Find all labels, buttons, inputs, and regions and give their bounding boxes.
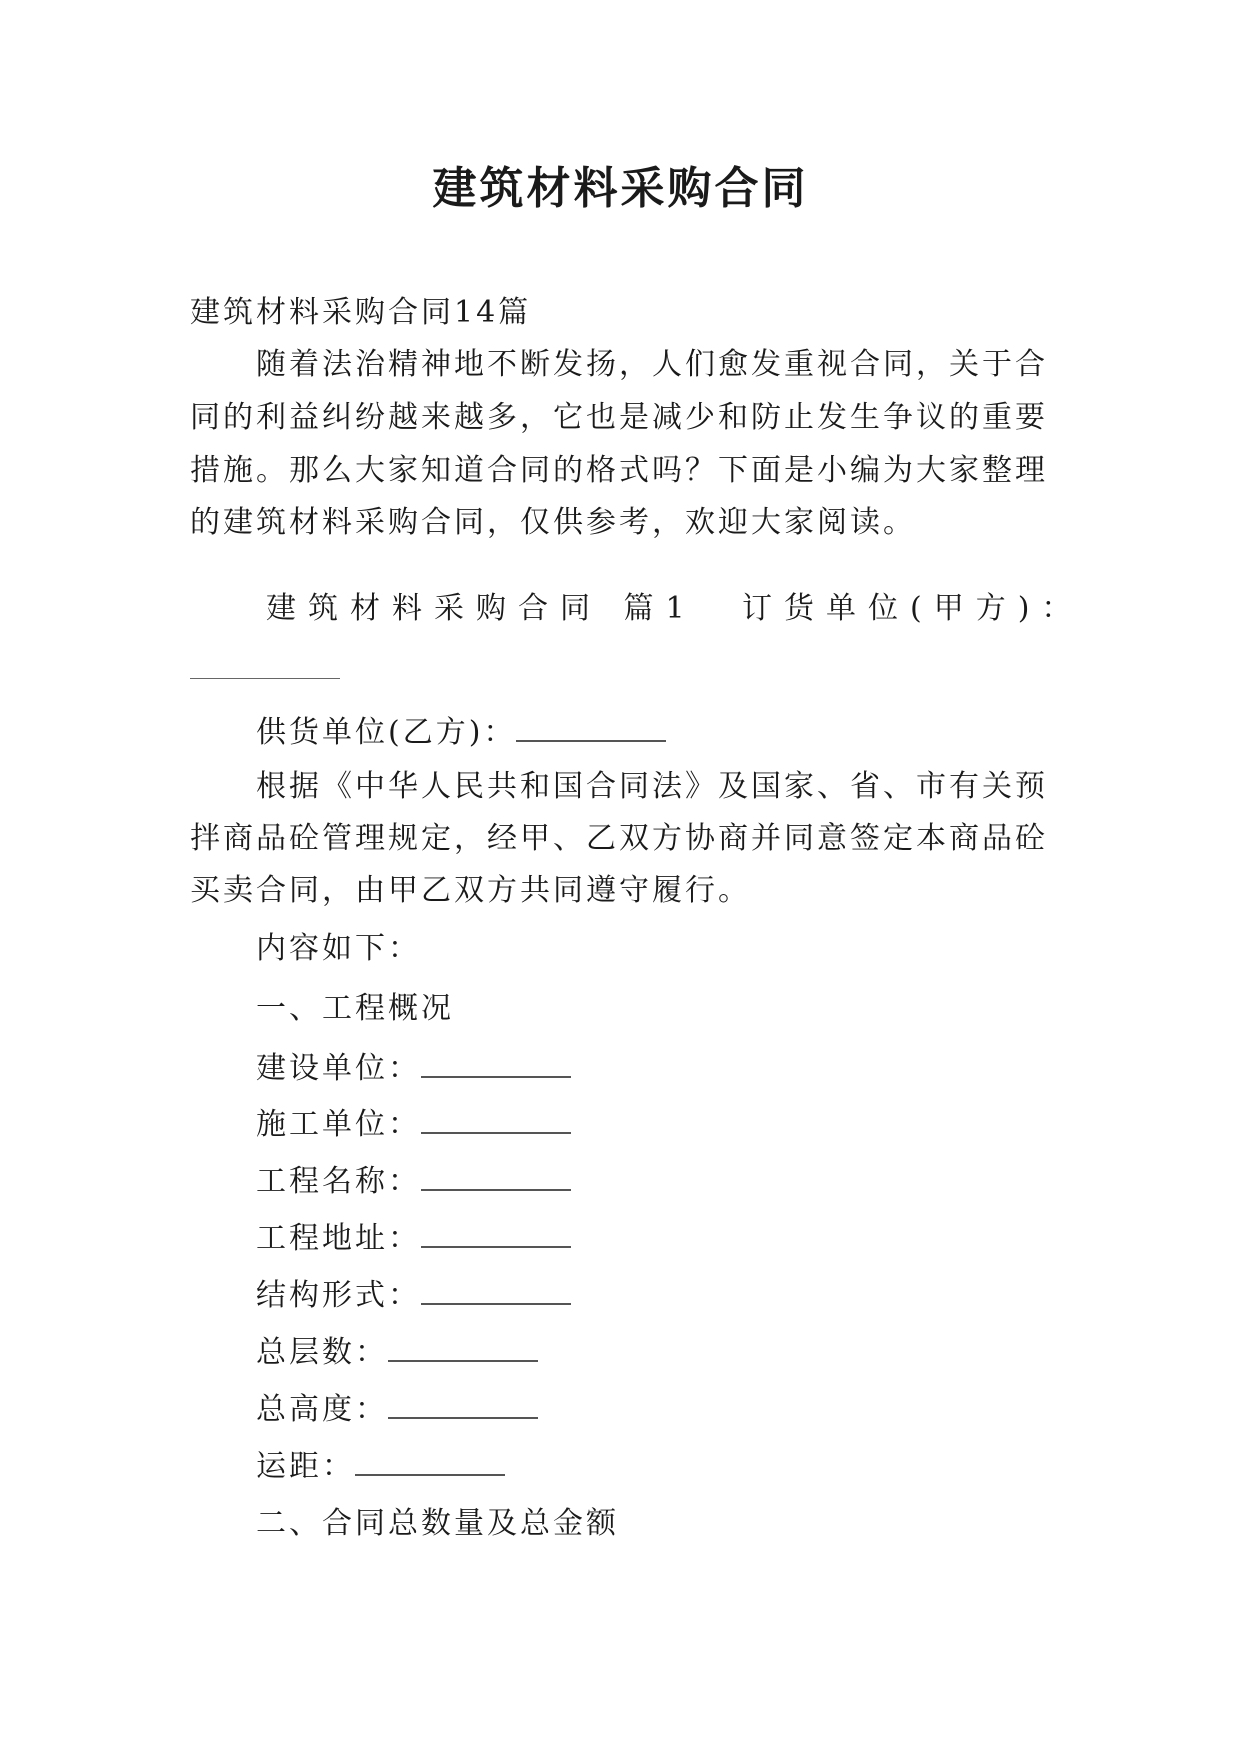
field-row: [256, 1438, 1126, 1496]
document-subtitle: 建筑材料采购合同14篇: [190, 295, 532, 330]
supplier-label: 供货单位(乙方)：: [256, 715, 517, 750]
document-title: 建筑材料采购合同: [432, 163, 809, 214]
basis-line-1: 根据《中华人民共和国合同法》及国家、省、市有关预: [256, 769, 1048, 804]
field-blank-line: [421, 1189, 571, 1191]
field-blank-line: [388, 1417, 538, 1419]
intro-line-3: 措施。那么大家知道合同的格式吗？下面是小编为大家整理: [190, 453, 1048, 488]
content-label: 内容如下：: [256, 931, 421, 966]
field-label: 总高度：: [256, 1392, 388, 1427]
field-row: [256, 1381, 1126, 1439]
section1-header-left: 建筑材料采购合同 篇1: [266, 591, 697, 626]
basis-line-3: 买卖合同，由甲乙双方共同遵守履行。: [190, 873, 751, 908]
intro-line-4: 的建筑材料采购合同，仅供参考，欢迎大家阅读。: [190, 505, 916, 540]
field-row: [256, 1153, 1126, 1211]
supplier-line: [256, 704, 1126, 762]
section1-header-right: 订货单位(甲方)：: [742, 591, 1084, 626]
field-label: 工程地址：: [256, 1221, 421, 1256]
section-two-title: 二、合同总数量及总金额: [256, 1506, 619, 1541]
field-label: 工程名称：: [256, 1164, 421, 1199]
field-blank-line: [421, 1303, 571, 1305]
field-blank-line: [421, 1132, 571, 1134]
field-blank-line: [388, 1360, 538, 1362]
field-row: [256, 1096, 1126, 1154]
field-row: [256, 1267, 1126, 1325]
field-blank-line: [355, 1474, 505, 1476]
buyer-blank-line: [190, 678, 340, 679]
field-label: 建设单位：: [256, 1051, 421, 1086]
field-label: 运距：: [256, 1449, 355, 1484]
field-label: 总层数：: [256, 1335, 388, 1370]
intro-line-1: 随着法治精神地不断发扬，人们愈发重视合同，关于合: [256, 347, 1048, 382]
field-label: 施工单位：: [256, 1107, 421, 1142]
field-row: [256, 1040, 1126, 1098]
supplier-blank-line: [516, 740, 666, 742]
intro-line-2: 同的利益纠纷越来越多，它也是减少和防止发生争议的重要: [190, 400, 1048, 435]
section-one-title: 一、工程概况: [256, 991, 454, 1026]
field-row: [256, 1210, 1126, 1268]
field-label: 结构形式：: [256, 1278, 421, 1313]
field-row: [256, 1324, 1126, 1382]
field-blank-line: [421, 1246, 571, 1248]
basis-line-2: 拌商品砼管理规定，经甲、乙双方协商并同意签定本商品砼: [190, 821, 1048, 856]
field-blank-line: [421, 1076, 571, 1078]
